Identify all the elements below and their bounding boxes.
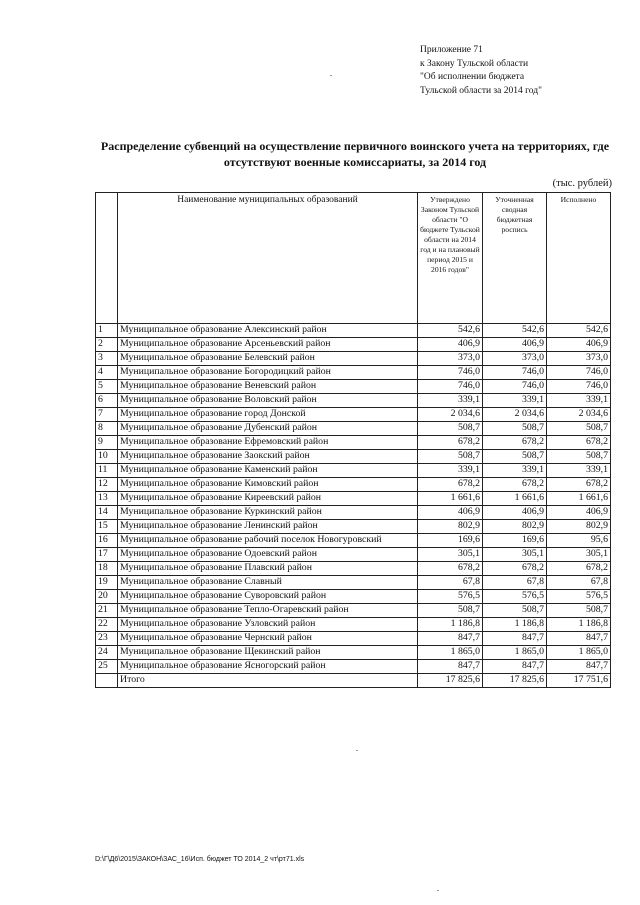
row-name: Муниципальное образование Суворовский район	[118, 590, 418, 604]
row-approved: 406,9	[418, 338, 483, 352]
table-row	[96, 646, 611, 660]
header-name: Наименование муниципальных образований	[118, 193, 418, 324]
row-name: Муниципальное образование Заокский район	[118, 450, 418, 464]
row-executed: 678,2	[547, 562, 611, 576]
row-name: Муниципальное образование Белевский район	[118, 352, 418, 366]
table-row	[96, 660, 611, 674]
row-approved: 305,1	[418, 548, 483, 562]
row-name: Муниципальное образование Веневский район	[118, 380, 418, 394]
row-approved: 847,7	[418, 632, 483, 646]
table-row	[96, 464, 611, 478]
table-total-row	[96, 674, 611, 688]
row-index: 6	[96, 394, 118, 408]
row-index: 13	[96, 492, 118, 506]
row-index: 21	[96, 604, 118, 618]
row-name: Муниципальное образование Каменский район	[118, 464, 418, 478]
row-name: Муниципальное образование Плавский район	[118, 562, 418, 576]
row-approved: 678,2	[418, 436, 483, 450]
row-approved: 1 865,0	[418, 646, 483, 660]
table-row	[96, 576, 611, 590]
table-row	[96, 492, 611, 506]
row-executed: 339,1	[547, 464, 611, 478]
table-row	[96, 450, 611, 464]
table-row	[96, 380, 611, 394]
row-executed: 508,7	[547, 422, 611, 436]
row-index: 12	[96, 478, 118, 492]
appendix-block	[420, 44, 620, 98]
row-refined: 339,1	[483, 394, 547, 408]
appendix-line: Тульской области за 2014 год"	[420, 85, 542, 96]
row-executed: 67,8	[547, 576, 611, 590]
row-executed: 339,1	[547, 394, 611, 408]
row-executed: 373,0	[547, 352, 611, 366]
table-row	[96, 422, 611, 436]
row-refined: 305,1	[483, 548, 547, 562]
header-executed: Исполнено	[547, 193, 611, 324]
row-name: Муниципальное образование Куркинский район	[118, 506, 418, 520]
row-name: Муниципальное образование Узловский район	[118, 618, 418, 632]
subvention-table	[95, 192, 611, 688]
row-index: 18	[96, 562, 118, 576]
row-index: 9	[96, 436, 118, 450]
row-approved: 406,9	[418, 506, 483, 520]
row-approved: 508,7	[418, 422, 483, 436]
row-name: Муниципальное образование Ясногорский район	[118, 660, 418, 674]
row-name: Муниципальное образование Ефремовский район	[118, 436, 418, 450]
total-refined: 17 825,6	[483, 674, 547, 688]
row-executed: 542,6	[547, 324, 611, 338]
appendix-line: к Закону Тульской области	[420, 58, 529, 69]
row-approved: 847,7	[418, 660, 483, 674]
file-path-footer: D:\Г\Д6\2015\ЗАКОН\ЗАС_16\Исп. бюджет ТО 2014_2 чт\рт71.xls	[95, 856, 305, 863]
row-index: 4	[96, 366, 118, 380]
row-index: 16	[96, 534, 118, 548]
row-name: Муниципальное образование Алексинский район	[118, 324, 418, 338]
row-name: Муниципальное образование Кимовский район	[118, 478, 418, 492]
row-name: Муниципальное образование Чернский район	[118, 632, 418, 646]
table-row	[96, 604, 611, 618]
row-refined: 508,7	[483, 450, 547, 464]
row-name: Муниципальное образование город Донской	[118, 408, 418, 422]
row-refined: 542,6	[483, 324, 547, 338]
row-approved: 746,0	[418, 380, 483, 394]
row-refined: 373,0	[483, 352, 547, 366]
row-index: 20	[96, 590, 118, 604]
row-executed: 802,9	[547, 520, 611, 534]
table-row	[96, 478, 611, 492]
row-name: Муниципальное образование Арсеньевский район	[118, 338, 418, 352]
total-label: Итого	[118, 674, 418, 688]
header-refined: Уточненная сводная бюджетная роспись	[483, 193, 547, 324]
row-approved: 339,1	[418, 394, 483, 408]
table-row	[96, 534, 611, 548]
row-approved: 508,7	[418, 450, 483, 464]
row-executed: 746,0	[547, 380, 611, 394]
row-executed: 678,2	[547, 478, 611, 492]
row-refined: 678,2	[483, 478, 547, 492]
table-row	[96, 394, 611, 408]
row-approved: 339,1	[418, 464, 483, 478]
row-executed: 2 034,6	[547, 408, 611, 422]
row-name: Муниципальное образование Щекинский район	[118, 646, 418, 660]
row-executed: 746,0	[547, 366, 611, 380]
scan-speck	[356, 750, 358, 751]
row-index: 19	[96, 576, 118, 590]
row-name: Муниципальное образование рабочий поселок Новогуровский	[118, 534, 418, 548]
row-executed: 847,7	[547, 632, 611, 646]
row-approved: 373,0	[418, 352, 483, 366]
table-row	[96, 352, 611, 366]
row-index: 3	[96, 352, 118, 366]
row-executed: 1 865,0	[547, 646, 611, 660]
appendix-line: "Об исполнении бюджета	[420, 72, 525, 82]
row-name: Муниципальное образование Дубенский район	[118, 422, 418, 436]
title-line-1: Распределение субвенций на осуществление первичного воинского учета на территориях, где	[100, 139, 610, 153]
row-index: 8	[96, 422, 118, 436]
row-refined: 1 661,6	[483, 492, 547, 506]
row-refined: 678,2	[483, 562, 547, 576]
scan-speck	[437, 890, 439, 891]
table-row	[96, 590, 611, 604]
row-index: 15	[96, 520, 118, 534]
total-index	[96, 674, 118, 688]
row-index: 1	[96, 324, 118, 338]
row-refined: 406,9	[483, 338, 547, 352]
row-approved: 678,2	[418, 562, 483, 576]
table-row	[96, 338, 611, 352]
row-approved: 576,5	[418, 590, 483, 604]
row-executed: 95,6	[547, 534, 611, 548]
row-refined: 746,0	[483, 366, 547, 380]
row-name: Муниципальное образование Одоевский район	[118, 548, 418, 562]
row-name: Муниципальное образование Киреевский район	[118, 492, 418, 506]
row-refined: 847,7	[483, 632, 547, 646]
row-index: 7	[96, 408, 118, 422]
table-row	[96, 408, 611, 422]
table-row	[96, 436, 611, 450]
row-approved: 746,0	[418, 366, 483, 380]
row-name: Муниципальное образование Богородицкий район	[118, 366, 418, 380]
row-executed: 508,7	[547, 604, 611, 618]
row-approved: 678,2	[418, 478, 483, 492]
row-refined: 339,1	[483, 464, 547, 478]
table-row	[96, 324, 611, 338]
row-name: Муниципальное образование Воловский район	[118, 394, 418, 408]
table-row	[96, 548, 611, 562]
row-approved: 1 186,8	[418, 618, 483, 632]
row-refined: 2 034,6	[483, 408, 547, 422]
row-refined: 508,7	[483, 422, 547, 436]
row-executed: 678,2	[547, 436, 611, 450]
row-refined: 678,2	[483, 436, 547, 450]
row-refined: 576,5	[483, 590, 547, 604]
row-approved: 2 034,6	[418, 408, 483, 422]
row-executed: 305,1	[547, 548, 611, 562]
row-index: 24	[96, 646, 118, 660]
row-index: 11	[96, 464, 118, 478]
row-index: 10	[96, 450, 118, 464]
table-row	[96, 632, 611, 646]
table-row	[96, 366, 611, 380]
row-executed: 406,9	[547, 506, 611, 520]
scan-speck	[330, 75, 332, 76]
header-index	[96, 193, 118, 324]
row-refined: 1 186,8	[483, 618, 547, 632]
total-approved: 17 825,6	[418, 674, 483, 688]
row-refined: 1 865,0	[483, 646, 547, 660]
table-row	[96, 520, 611, 534]
row-approved: 508,7	[418, 604, 483, 618]
row-index: 14	[96, 506, 118, 520]
row-approved: 67,8	[418, 576, 483, 590]
table-row	[96, 506, 611, 520]
row-index: 2	[96, 338, 118, 352]
row-refined: 847,7	[483, 660, 547, 674]
appendix-line: Приложение 71	[420, 45, 483, 55]
row-index: 22	[96, 618, 118, 632]
units-label: (тыс. рублей)	[552, 178, 612, 189]
row-executed: 406,9	[547, 338, 611, 352]
row-refined: 67,8	[483, 576, 547, 590]
title-line-2: отсутствуют военные комиссариаты, за 2014 год	[223, 155, 487, 169]
row-approved: 169,6	[418, 534, 483, 548]
row-executed: 847,7	[547, 660, 611, 674]
row-index: 25	[96, 660, 118, 674]
document-title	[95, 138, 615, 170]
row-name: Муниципальное образование Славный	[118, 576, 418, 590]
row-executed: 1 186,8	[547, 618, 611, 632]
row-executed: 508,7	[547, 450, 611, 464]
table-header-row	[96, 193, 611, 324]
table-row	[96, 618, 611, 632]
row-index: 23	[96, 632, 118, 646]
header-approved: Утверждено Законом Тульской области "О бюджете Тульской области на 2014 год и на плановый период 2015 и 2016 годов"	[418, 193, 483, 324]
row-refined: 406,9	[483, 506, 547, 520]
row-executed: 1 661,6	[547, 492, 611, 506]
row-index: 17	[96, 548, 118, 562]
row-approved: 1 661,6	[418, 492, 483, 506]
row-approved: 802,9	[418, 520, 483, 534]
row-refined: 746,0	[483, 380, 547, 394]
row-approved: 542,6	[418, 324, 483, 338]
row-name: Муниципальное образование Тепло-Огаревский район	[118, 604, 418, 618]
row-executed: 576,5	[547, 590, 611, 604]
row-index: 5	[96, 380, 118, 394]
row-refined: 802,9	[483, 520, 547, 534]
table-row	[96, 562, 611, 576]
row-refined: 508,7	[483, 604, 547, 618]
row-refined: 169,6	[483, 534, 547, 548]
total-executed: 17 751,6	[547, 674, 611, 688]
row-name: Муниципальное образование Ленинский район	[118, 520, 418, 534]
